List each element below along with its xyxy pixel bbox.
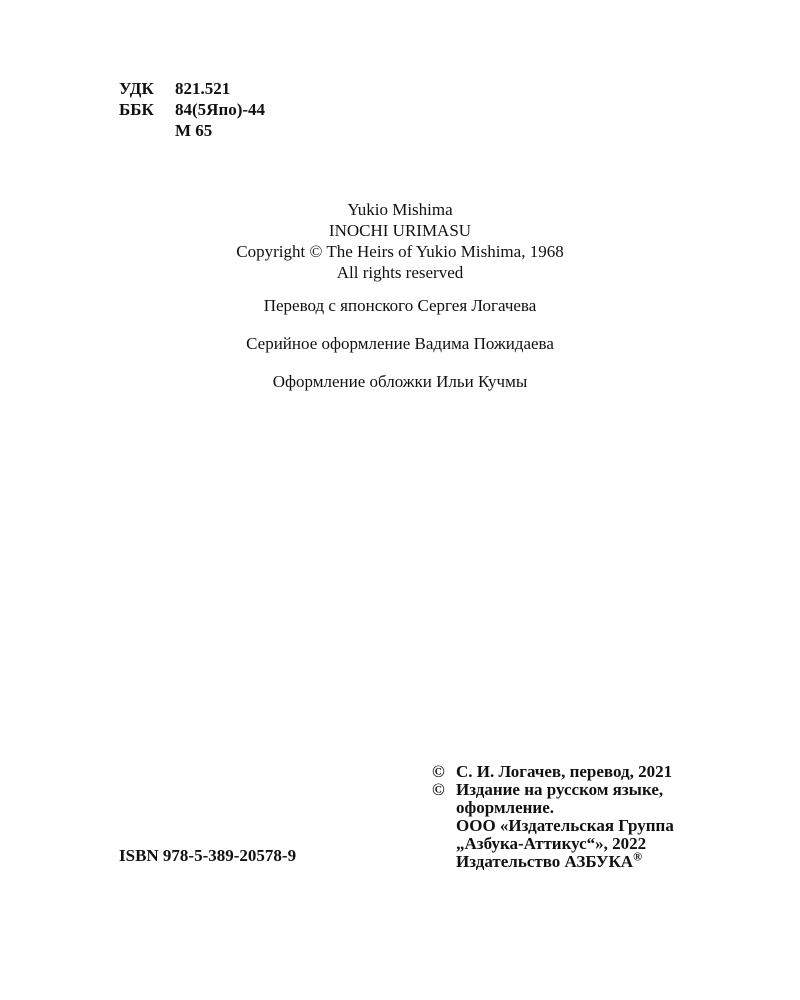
udk-value: 821.521	[175, 79, 231, 98]
author-mark: М 65	[175, 121, 213, 140]
isbn: ISBN 978-5-389-20578-9	[119, 846, 297, 865]
edition-line: ООО «Издательская Группа	[456, 816, 674, 835]
udk-row	[119, 78, 265, 99]
bbk-label: ББК	[119, 100, 154, 119]
edition-line: Издание на русском языке,	[456, 780, 664, 799]
publisher-block	[432, 763, 732, 871]
original-title: INOCHI URIMASU	[328, 221, 472, 240]
translation-copyright-text: С. И. Логачев, перевод, 2021	[456, 762, 673, 781]
publisher-name-line	[456, 849, 674, 871]
cover-design-credit: Оформление обложки Ильи Кучмы	[272, 372, 528, 391]
edition-copyright-text	[456, 781, 674, 871]
publisher-name: Издательство АЗБУКА	[456, 852, 634, 871]
udk-label: УДК	[119, 79, 154, 98]
author-mark-spacer	[119, 120, 175, 141]
series-design-credit: Серийное оформление Вадима Пожидаева	[246, 334, 554, 353]
original-author: Yukio Mishima	[347, 200, 453, 219]
bbk-row	[119, 99, 265, 120]
rights-line: All rights reserved	[336, 263, 464, 282]
copyright-sign: ©	[432, 762, 445, 781]
edition-line: „Азбука-Аттикус“», 2022	[456, 834, 647, 853]
translation-copyright	[432, 763, 732, 781]
author-mark-row	[119, 120, 265, 141]
copyright-sign: ©	[432, 780, 445, 799]
registered-trademark-icon: ®	[633, 849, 643, 864]
copyright-line: Copyright © The Heirs of Yukio Mishima, 1968	[236, 242, 564, 261]
edition-copyright	[432, 781, 732, 871]
bbk-value: 84(5Япо)-44	[175, 100, 266, 119]
original-copyright-block	[0, 199, 800, 283]
edition-line: оформление.	[456, 798, 555, 817]
classification-block	[119, 78, 265, 141]
translator-credit: Перевод с японского Сергея Логачева	[263, 296, 537, 315]
